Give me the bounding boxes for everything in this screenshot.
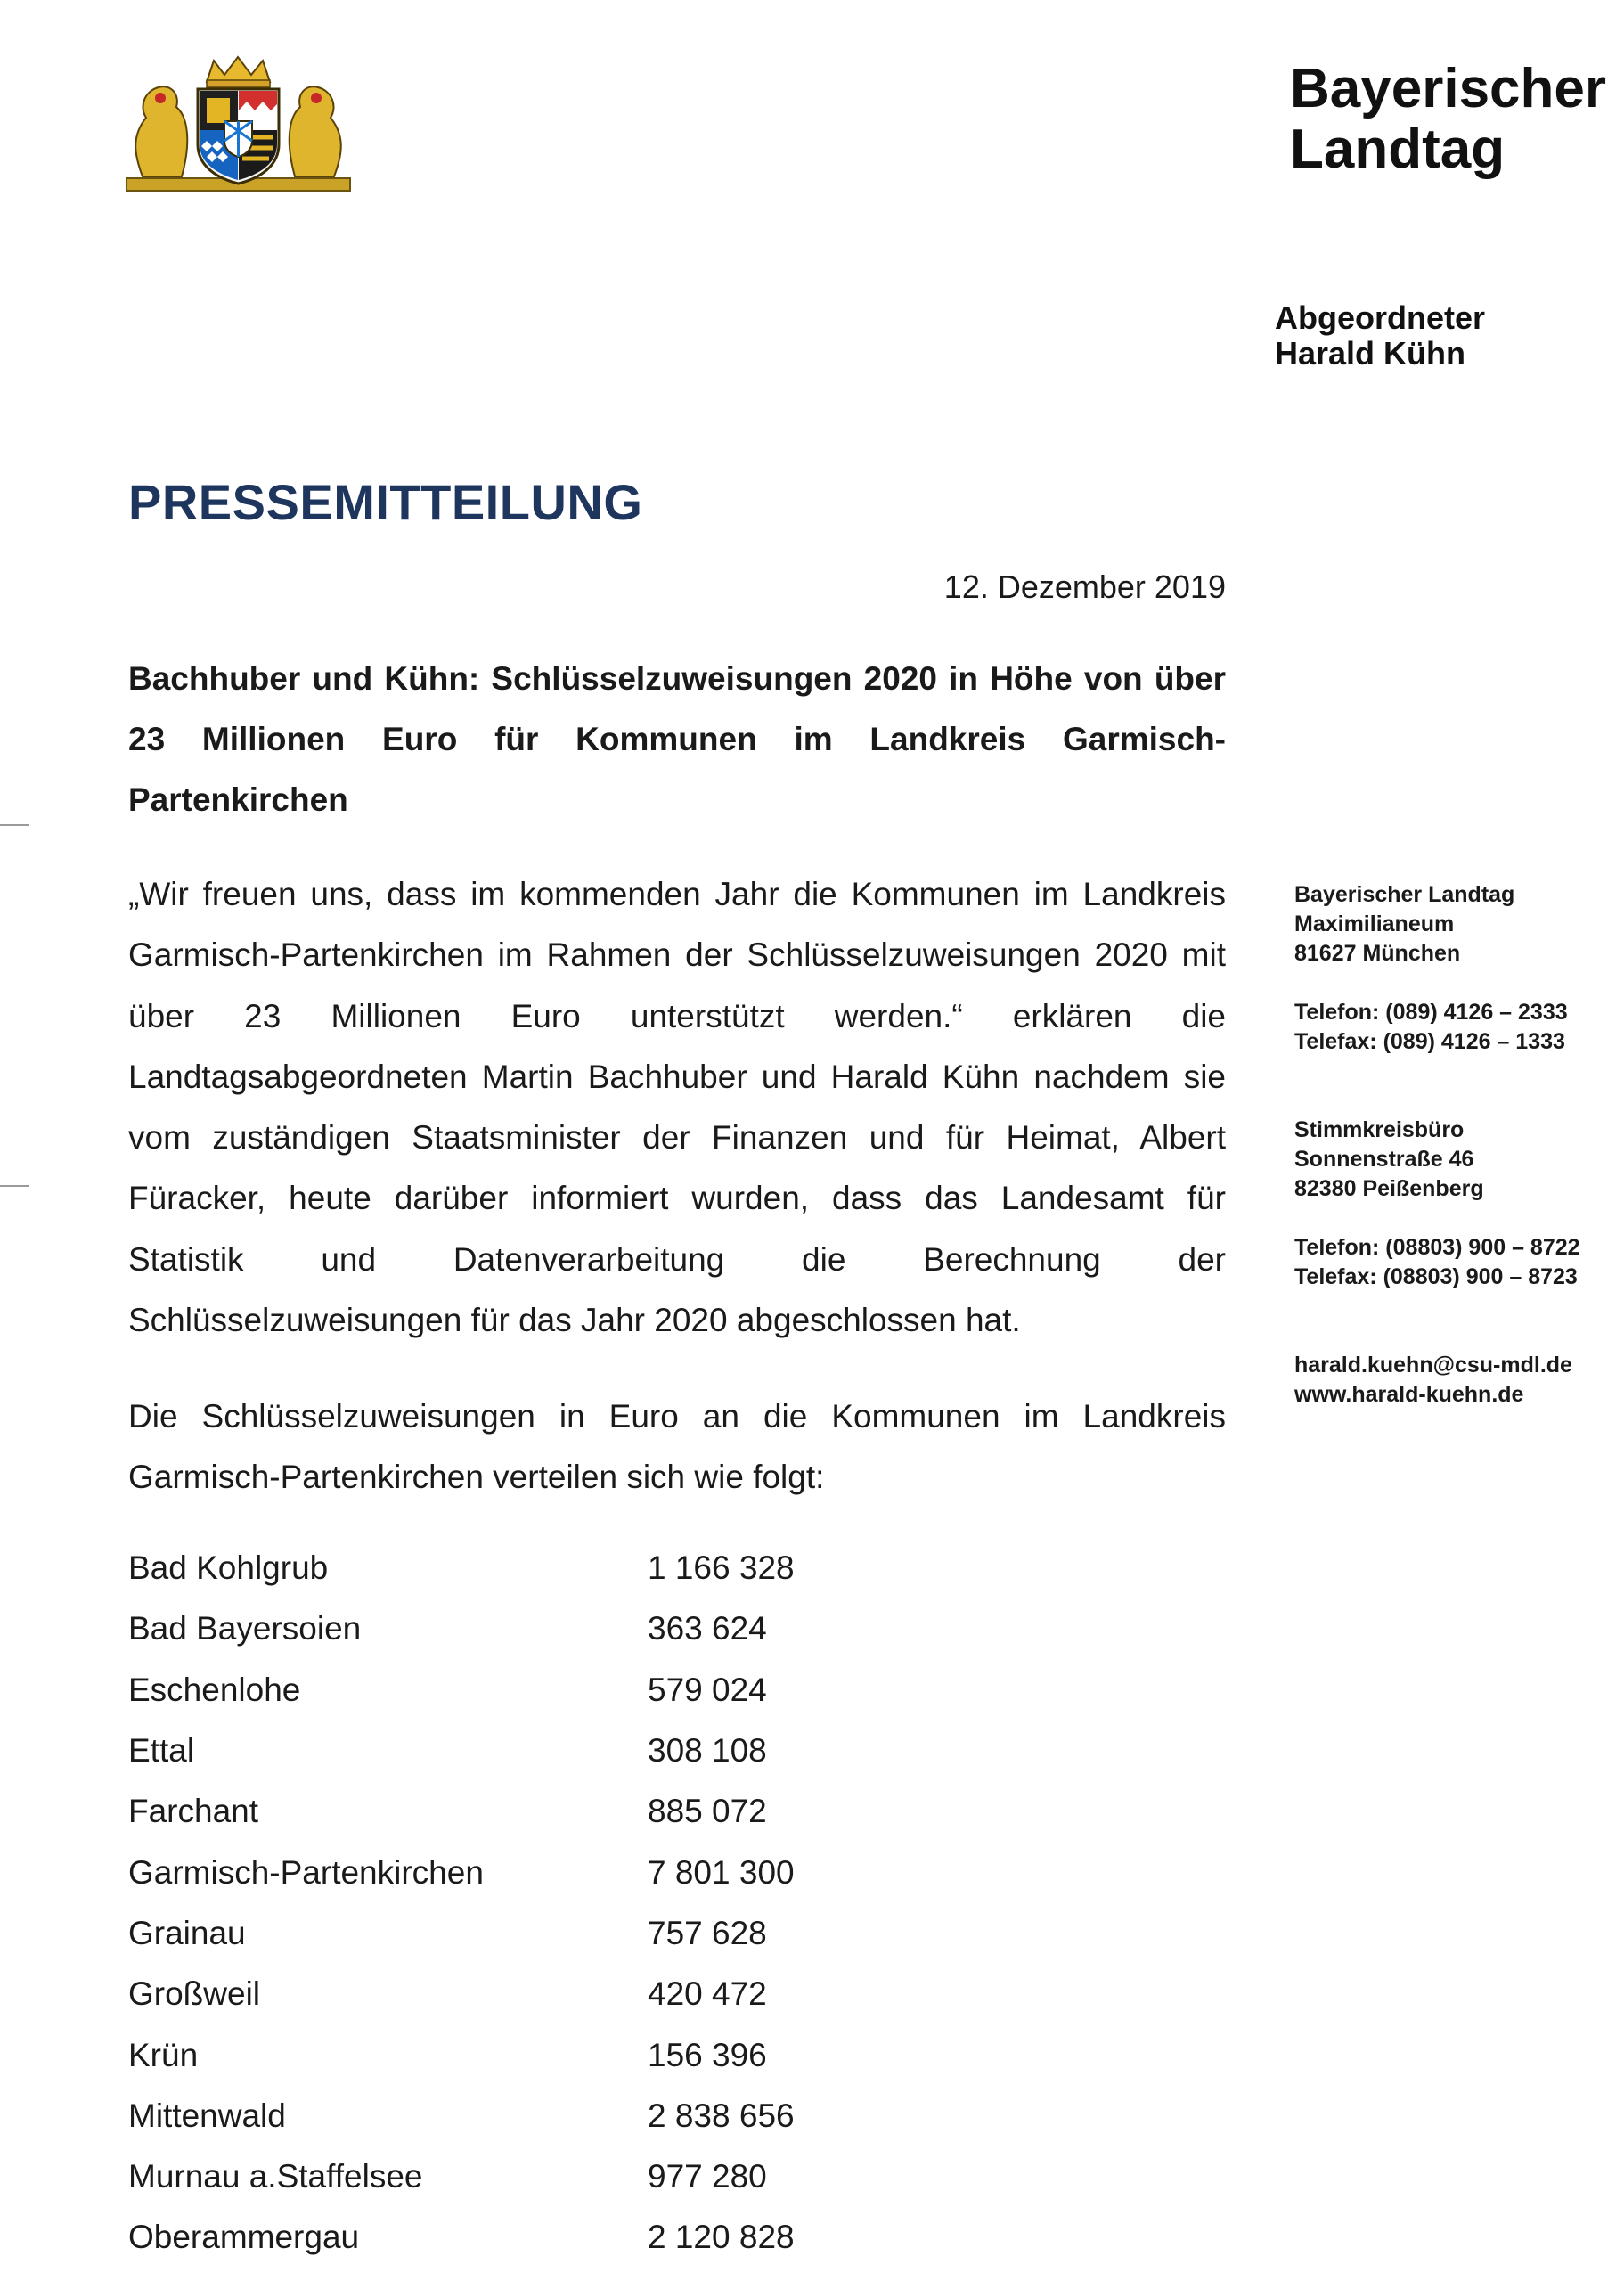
member-line-2: Harald Kühn <box>1275 335 1466 372</box>
municipality-name: Krün <box>128 2036 199 2073</box>
allocation-value: 1 166 328 <box>648 1549 795 1587</box>
phone-block <box>1294 998 1580 1057</box>
fold-mark <box>0 1185 29 1187</box>
table-row <box>128 2146 915 2207</box>
address-line: 81627 München <box>1294 941 1461 966</box>
website-link[interactable]: www.harald-kuehn.de <box>1294 1382 1524 1407</box>
municipality-name: Eschenlohe <box>128 1671 301 1708</box>
email-link[interactable]: harald.kuehn@csu-mdl.de <box>1294 1353 1572 1378</box>
table-row <box>128 2207 915 2268</box>
address-line: Maximilianeum <box>1294 912 1455 936</box>
headline: Bachhuber und Kühn: Schlüsselzuweisungen 2020 in Höhe von über 23 Millionen Euro für Kommunen im Landkreis Garmisch-Partenkirchen <box>128 660 1226 818</box>
municipality-name: Murnau a.Staffelsee <box>128 2158 423 2195</box>
member-line-1: Abgeordneter <box>1275 299 1486 336</box>
allocation-value: 885 072 <box>648 1793 767 1830</box>
municipality-name: Bad Bayersoien <box>128 1610 362 1647</box>
office-block <box>1294 1116 1580 1204</box>
landtag-wordmark <box>1290 59 1606 180</box>
member-name <box>1275 300 1485 372</box>
document-date: 12. Dezember 2019 <box>943 568 1226 605</box>
office-phone-line: Telefon: (08803) 900 – 8722 <box>1294 1235 1580 1260</box>
body-paragraph-2: Die Schlüsselzuweisungen in Euro an die Kommunen im Landkreis Garmisch-Partenkirchen verteilen sich wie folgt: <box>128 1398 1226 1496</box>
table-row <box>128 1538 915 1598</box>
municipality-name: Ettal <box>128 1732 195 1770</box>
office-line: Sonnenstraße 46 <box>1294 1147 1474 1172</box>
table-row <box>128 1598 915 1659</box>
municipality-name: Farchant <box>128 1793 259 1830</box>
table-row <box>128 2024 915 2085</box>
table-row <box>128 1842 915 1902</box>
allocation-value: 2 120 828 <box>648 2219 795 2256</box>
allocation-value: 757 628 <box>648 1914 767 1951</box>
fold-mark <box>0 824 29 826</box>
allocation-value: 7 801 300 <box>648 1853 795 1891</box>
table-row <box>128 1781 915 1842</box>
address-line: Bayerischer Landtag <box>1294 882 1515 907</box>
web-block <box>1294 1351 1580 1410</box>
brand-line-1: Bayerischer <box>1290 58 1607 119</box>
coat-of-arms-logo <box>125 55 352 193</box>
municipality-name: Oberammergau <box>128 2219 360 2256</box>
table-row <box>128 1721 915 1781</box>
office-line: 82380 Peißenberg <box>1294 1176 1484 1201</box>
allocation-value: 420 472 <box>648 1975 767 2013</box>
office-line: Stimmkreisbüro <box>1294 1117 1465 1142</box>
body-paragraph-1: „Wir freuen uns, dass im kommenden Jahr die Kommunen im Landkreis Garmisch-Partenkirchen im Rahmen der Schlüsselzuweisungen 2020 mit über 23 Millionen Euro unterstützt werden.“ erklären die Landtagsabgeordneten Martin Bachhuber und Harald Kühn nachdem sie vom zuständigen Staatsminister der Finanzen und für Heimat, Albert Füracker, heute darüber informiert wurden, dass das Landesamt für Statistik und Datenverarbeitung die Berechnung der Schlüsselzuweisungen für das Jahr 2020 abgeschlossen hat. <box>128 876 1226 1339</box>
municipality-name: Grainau <box>128 1914 246 1951</box>
municipality-name: Mittenwald <box>128 2097 286 2134</box>
allocation-value: 579 024 <box>648 1671 767 1708</box>
allocation-value: 2 838 656 <box>648 2097 795 2134</box>
table-row <box>128 1964 915 2024</box>
table-row <box>128 2086 915 2146</box>
municipality-name: Großweil <box>128 1975 261 2013</box>
document-title: PRESSEMITTEILUNG <box>128 474 643 530</box>
municipality-name: Bad Kohlgrub <box>128 1549 329 1587</box>
table-row <box>128 1660 915 1721</box>
contact-sidebar <box>1294 880 1580 1439</box>
phone-line: Telefon: (089) 4126 – 2333 <box>1294 1000 1568 1025</box>
office-fax-line: Telefax: (08803) 900 – 8723 <box>1294 1264 1578 1289</box>
office-phone-block <box>1294 1233 1580 1292</box>
fax-line: Telefax: (089) 4126 – 1333 <box>1294 1029 1565 1054</box>
allocation-value: 363 624 <box>648 1610 767 1647</box>
allocation-value: 977 280 <box>648 2158 767 2195</box>
address-block <box>1294 880 1580 969</box>
allocation-value: 156 396 <box>648 2036 767 2073</box>
table-row <box>128 1903 915 1964</box>
allocation-table <box>128 1538 915 2269</box>
brand-line-2: Landtag <box>1290 119 1506 180</box>
allocation-value: 308 108 <box>648 1732 767 1770</box>
municipality-name: Garmisch-Partenkirchen <box>128 1853 484 1891</box>
